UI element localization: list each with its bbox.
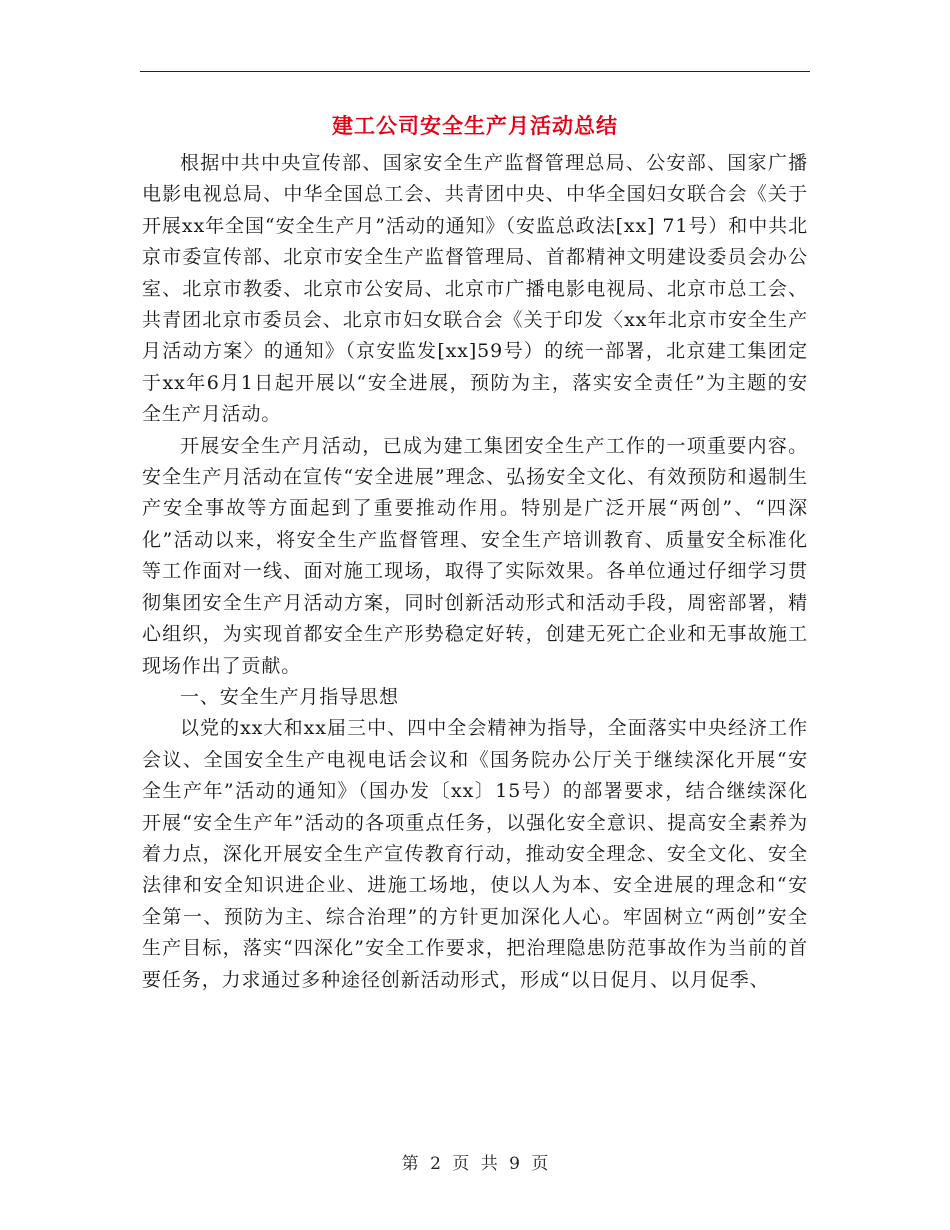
document-title: 建工公司安全生产月活动总结: [332, 114, 618, 138]
paragraph-guiding-ideology: 以党的xx大和xx届三中、四中全会精神为指导，全面落实中央经济工作会议、全国安全生产电视电话会议和《国务院办公厅关于继续深化开展“安全生产年”活动的通知》（国办发〔xx〕15号）的部署要求，结合继续深化开展“安全生产年”活动的各项重点任务，以强化安全意识、提高安全素养为着力点，深化开展安全生产宣传教育行动，推动安全理念、安全文化、安全法律和安全知识进企业、进施工场地，使以人为本、安全进展的理念和“安全第一、预防为主、综合治理”的方针更加深化人心。牢固树立“两创”安全生产目标，落实“四深化”安全工作要求，把治理隐患防范事故作为当前的首要任务，力求通过多种途径创新活动形式，形成“以日促月、以月促季、: [142, 717, 808, 991]
page-number-footer: 第 2 页 共 9 页: [401, 1154, 549, 1174]
paragraph-intro: 根据中共中央宣传部、国家安全生产监督管理总局、公安部、国家广播电影电视总局、中华全国总工会、共青团中央、中华全国妇女联合会《关于开展xx年全国“安全生产月”活动的通知》（安监总政法[xx] 71号）和中共北京市委宣传部、北京市安全生产监督管理局、首都精神文明建设委员会办公室、北京市教委、北京市公安局、北京市广播电影电视局、北京市总工会、共青团北京市委员会、北京市妇女联合会《关于印发〈xx年北京市安全生产月活动方案〉的通知》（京安监发[xx]59号）的统一部署，北京建工集团定于xx年6月1日起开展以“安全进展，预防为主，落实安全责任”为主题的安全生产月活动。: [142, 152, 808, 426]
document-body: [142, 148, 808, 996]
paragraph-significance: 开展安全生产月活动，已成为建工集团安全生产工作的一项重要内容。安全生产月活动在宣传“安全进展”理念、弘扬安全文化、有效预防和遏制生产安全事故等方面起到了重要推动作用。特别是广泛开展“两创”、“四深化”活动以来，将安全生产监督管理、安全生产培训教育、质量安全标准化等工作面对一线、面对施工现场，取得了实际效果。各单位通过仔细学习贯彻集团安全生产月活动方案，同时创新活动形式和活动手段，周密部署，精心组织，为实现首都安全生产形势稳定好转，创建无死亡企业和无事故施工现场作出了贡献。: [142, 434, 808, 677]
header-rule: [140, 71, 810, 72]
section-heading-guiding-ideology: 一、安全生产月指导思想: [180, 685, 399, 708]
